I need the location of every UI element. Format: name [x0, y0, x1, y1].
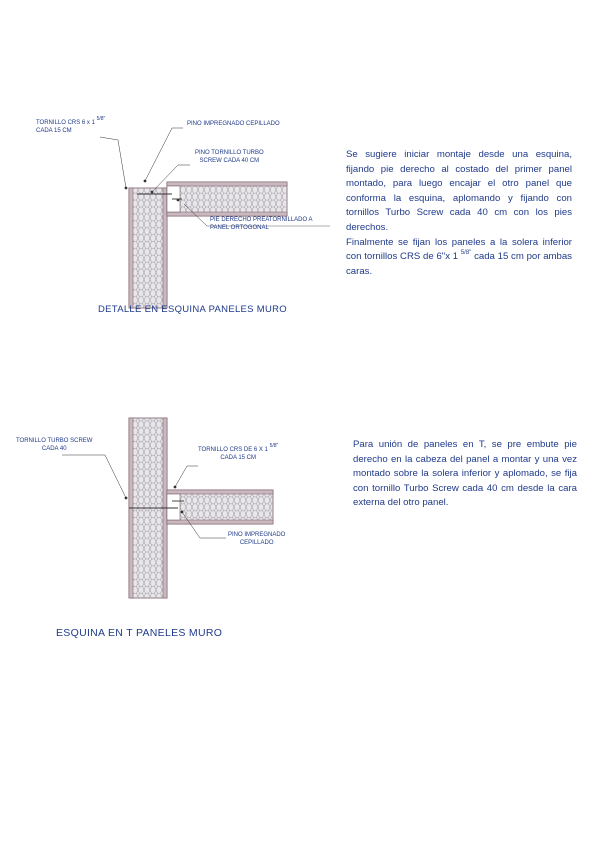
label-pino-impregnado-t: PINO IMPREGNADO CEPILLADO — [228, 532, 286, 546]
caption-esquina-t: ESQUINA EN T PANELES MURO — [56, 627, 223, 639]
label-pino-impregnado: PINO IMPREGNADO CEPILLADO — [187, 121, 280, 127]
caption-detalle-esquina: DETALLE EN ESQUINA PANELES MURO — [98, 304, 287, 315]
paragraph-esquina: Se sugiere iniciar montaje desde una esquina, fijando pie derecho al costado del primer panel montado, para luego encajar el otro panel que conforma la esquina, aplomando y fijando con tornillos Turbo Screw cada 40 cm con los pies derechos. Finalmente se fijan los paneles a la solera inferior con tornillos CRS de 6"x 1 $^{5/8"}$ cada 15 cm por ambas caras. — [346, 149, 572, 277]
label-pie-derecho: PIE DERECHO PREATORNILLADO A PANEL ORTOGONAL — [210, 217, 313, 231]
label-pino-tornillo-turbo: PINO TORNILLO TURBO SCREW CADA 40 CM — [195, 150, 264, 164]
t-pino-stud — [167, 494, 180, 520]
t-detail-drawing — [62, 418, 273, 598]
paragraph-union-t: Para unión de paneles en T, se pre embute pie derecho en la cabeza del panel a montar y una vez montado sobre la solera inferior y aplomado, se fija con tornillo Turbo Screw cada 40 cm desde la cara externa del otro panel. — [353, 439, 577, 509]
label-tornillo-crs-t: TORNILLO CRS DE 6 X 1 $^{5/8"}$ CADA 15 CM — [198, 443, 279, 461]
label-tornillo-crs: TORNILLO CRS 6 x 1 $^{5/8"}$ CADA 15 CM — [36, 116, 106, 134]
label-tornillo-turbo-screw: TORNILLO TURBO SCREW CADA 40 — [16, 438, 93, 452]
